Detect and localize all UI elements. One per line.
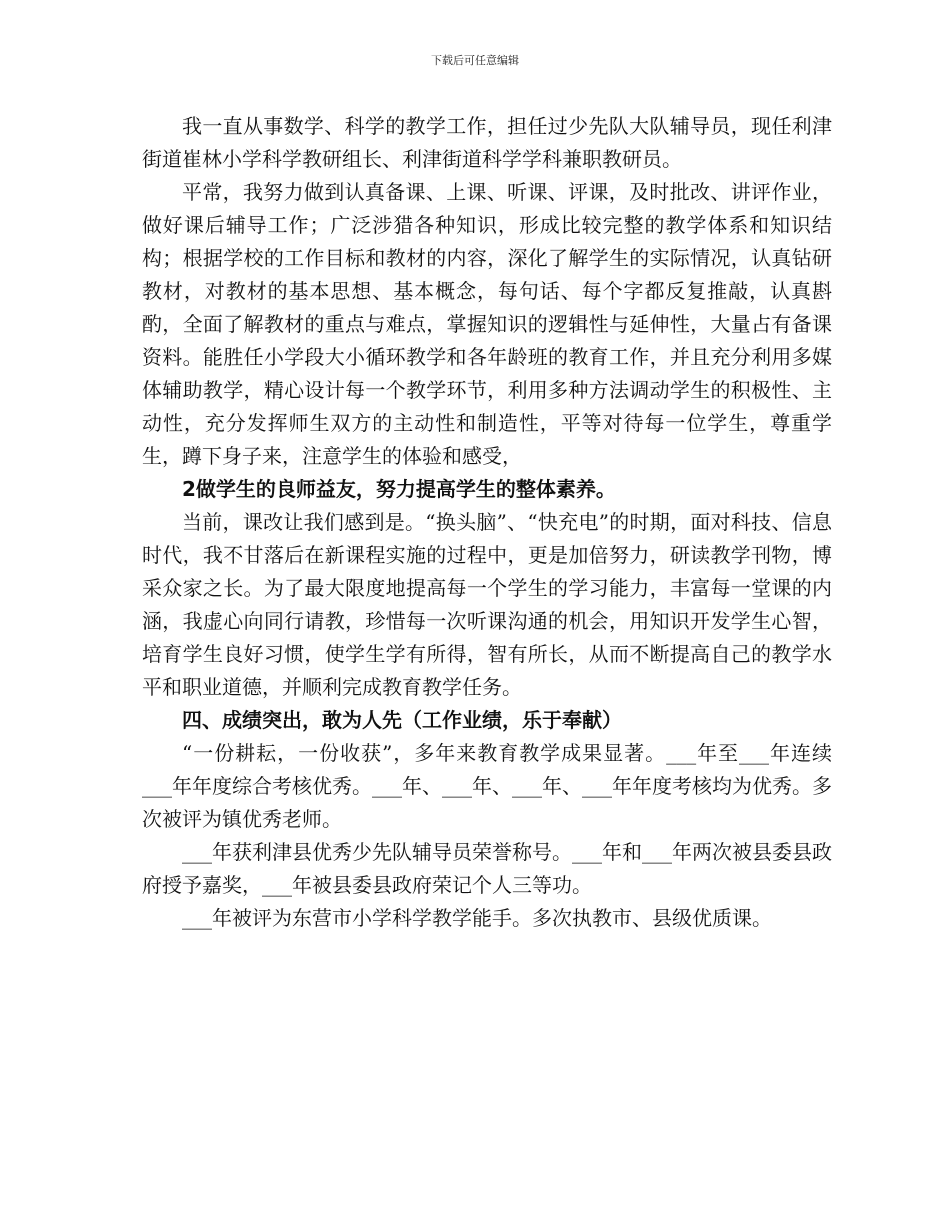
paragraph: ___年获利津县优秀少先队辅导员荣誉称号。___年和___年两次被县委县政府授予嘉奖，___年被县委县政府荣记个人三等功。 xyxy=(142,840,832,897)
section-heading: 2做学生的良师益友，努力提高学生的整体素养。 xyxy=(182,477,616,501)
paragraph: 当前，课改让我们感到是。“换头脑”、“快充电”的时期，面对科技、信息时代，我不甘落后在新课程实施的过程中，更是加倍努力，研读教学刊物，博采众家之长。为了最大限度地提高每一个学生的学习能力，丰富每一堂课的内涵，我虚心向同行请教，珍惜每一次听课沟通的机会，用知识开发学生心智，培育学生良好习惯，使学生学有所得，智有所长，从而不断提高自己的教学水平和职业道德，并顺利完成教育教学任务。 xyxy=(142,510,832,699)
paragraph: 平常，我努力做到认真备课、上课、听课、评课，及时批改、讲评作业，做好课后辅导工作；广泛涉猎各种知识，形成比较完整的教学体系和知识结构；根据学校的工作目标和教材的内容，深化了解学生的实际情况，认真钻研教材，对教材的基本思想、基本概念，每句话、每个字都反复推敲，认真斟酌，全面了解教材的重点与难点，掌握知识的逻辑性与延伸性，大量占有备课资料。能胜任小学段大小循环教学和各年龄班的教育工作，并且充分利用多媒体辅助教学，精心设计每一个教学环节，利用多种方法调动学生的积极性、主动性，充分发挥师生双方的主动性和制造性，平等对待每一位学生，尊重学生，蹲下身子来，注意学生的体验和感受， xyxy=(142,180,832,468)
section-heading: 四、成绩突出，敢为人先（工作业绩，乐于奉献） xyxy=(182,708,622,732)
paragraph: ___年被评为东营市小学科学教学能手。多次执教市、县级优质课。 xyxy=(182,906,772,930)
paragraph: “一份耕耘，一份收获”，多年来教育教学成果显著。___年至___年连续___年年度综合考核优秀。___年、___年、___年、___年年度考核均为优秀。多次被评为镇优秀老师。 xyxy=(142,741,832,831)
paragraph: 我一直从事数学、科学的教学工作，担任过少先队大队辅导员，现任利津街道崔林小学科学教研组长、利津街道科学学科兼职教研员。 xyxy=(142,114,832,171)
document-body xyxy=(142,110,832,935)
page-header: 下载后可任意编辑 xyxy=(431,54,519,67)
